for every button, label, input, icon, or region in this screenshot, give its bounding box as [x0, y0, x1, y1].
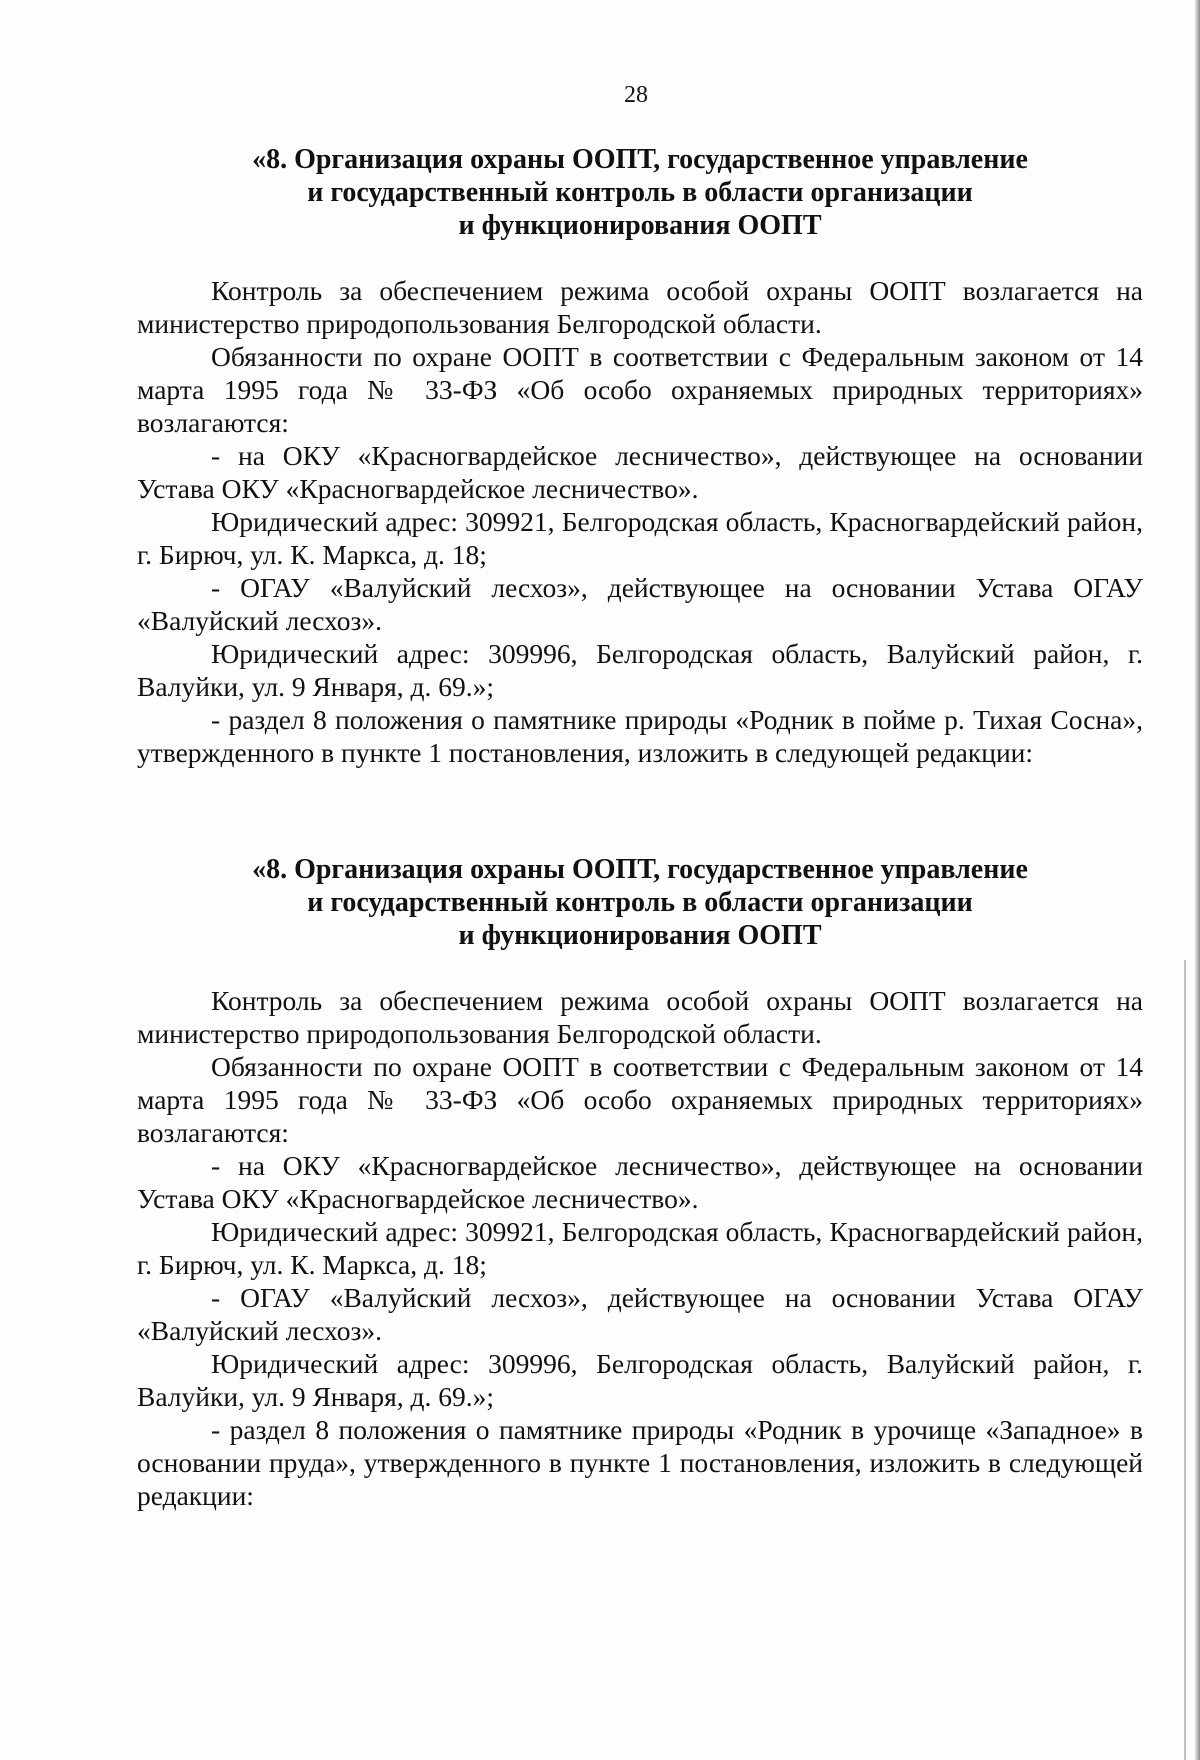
- heading-line: и государственный контроль в области организации: [307, 887, 973, 918]
- paragraph: Юридический адрес: 309921, Белгородская область, Красногвардейский район, г. Бирюч, ул. К. Маркса, д. 18;: [137, 1216, 1143, 1280]
- paragraph: Обязанности по охране ООПТ в соответствии с Федеральным законом от 14 марта 1995 года № 33-ФЗ «Об особо охраняемых природных территориях» возлагаются:: [137, 341, 1143, 438]
- paragraph: - ОГАУ «Валуйский лесхоз», действующее на основании Устава ОГАУ «Валуйский лесхоз».: [137, 572, 1143, 636]
- section-heading: [137, 853, 1143, 952]
- section-2: [137, 853, 1143, 1512]
- paragraph: Контроль за обеспечением режима особой охраны ООПТ возлагается на министерство природопользования Белгородской области.: [137, 275, 1143, 339]
- paragraph: Юридический адрес: 309921, Белгородская область, Красногвардейский район, г. Бирюч, ул. К. Маркса, д. 18;: [137, 506, 1143, 570]
- page-number: 28: [624, 82, 648, 108]
- heading-line: и функционирования ООПТ: [458, 920, 822, 951]
- heading-line: и функционирования ООПТ: [458, 210, 822, 241]
- scan-edge-line: [1184, 960, 1186, 1760]
- heading-line: «8. Организация охраны ООПТ, государственное управление: [252, 854, 1028, 885]
- paragraph: - на ОКУ «Красногвардейское лесничество», действующее на основании Устава ОКУ «Красногвардейское лесничество».: [137, 1150, 1143, 1214]
- paragraph: - на ОКУ «Красногвардейское лесничество», действующее на основании Устава ОКУ «Красногвардейское лесничество».: [137, 440, 1143, 504]
- heading-line: «8. Организация охраны ООПТ, государственное управление: [252, 144, 1028, 175]
- paragraph: Контроль за обеспечением режима особой охраны ООПТ возлагается на министерство природопользования Белгородской области.: [137, 985, 1143, 1049]
- paragraph: Обязанности по охране ООПТ в соответствии с Федеральным законом от 14 марта 1995 года № 33-ФЗ «Об особо охраняемых природных территориях» возлагаются:: [137, 1051, 1143, 1148]
- paragraph: Юридический адрес: 309996, Белгородская область, Валуйский район, г. Валуйки, ул. 9 Января, д. 69.»;: [137, 638, 1143, 702]
- section-1: [137, 143, 1143, 769]
- paragraph: Юридический адрес: 309996, Белгородская область, Валуйский район, г. Валуйки, ул. 9 Января, д. 69.»;: [137, 1348, 1143, 1412]
- heading-line: и государственный контроль в области организации: [307, 177, 973, 208]
- paragraph: - раздел 8 положения о памятнике природы «Родник в урочище «Западное» в основании пруда», утвержденного в пункте 1 постановления, изложить в следующей редакции:: [137, 1414, 1143, 1511]
- paragraph: - ОГАУ «Валуйский лесхоз», действующее на основании Устава ОГАУ «Валуйский лесхоз».: [137, 1282, 1143, 1346]
- section-heading: [137, 143, 1143, 242]
- section-body: [137, 984, 1143, 1512]
- section-body: [137, 274, 1143, 769]
- paragraph: - раздел 8 положения о памятнике природы «Родник в пойме р. Тихая Сосна», утвержденного в пункте 1 постановления, изложить в следующей редакции:: [137, 704, 1143, 768]
- scan-edge: [1194, 0, 1200, 1760]
